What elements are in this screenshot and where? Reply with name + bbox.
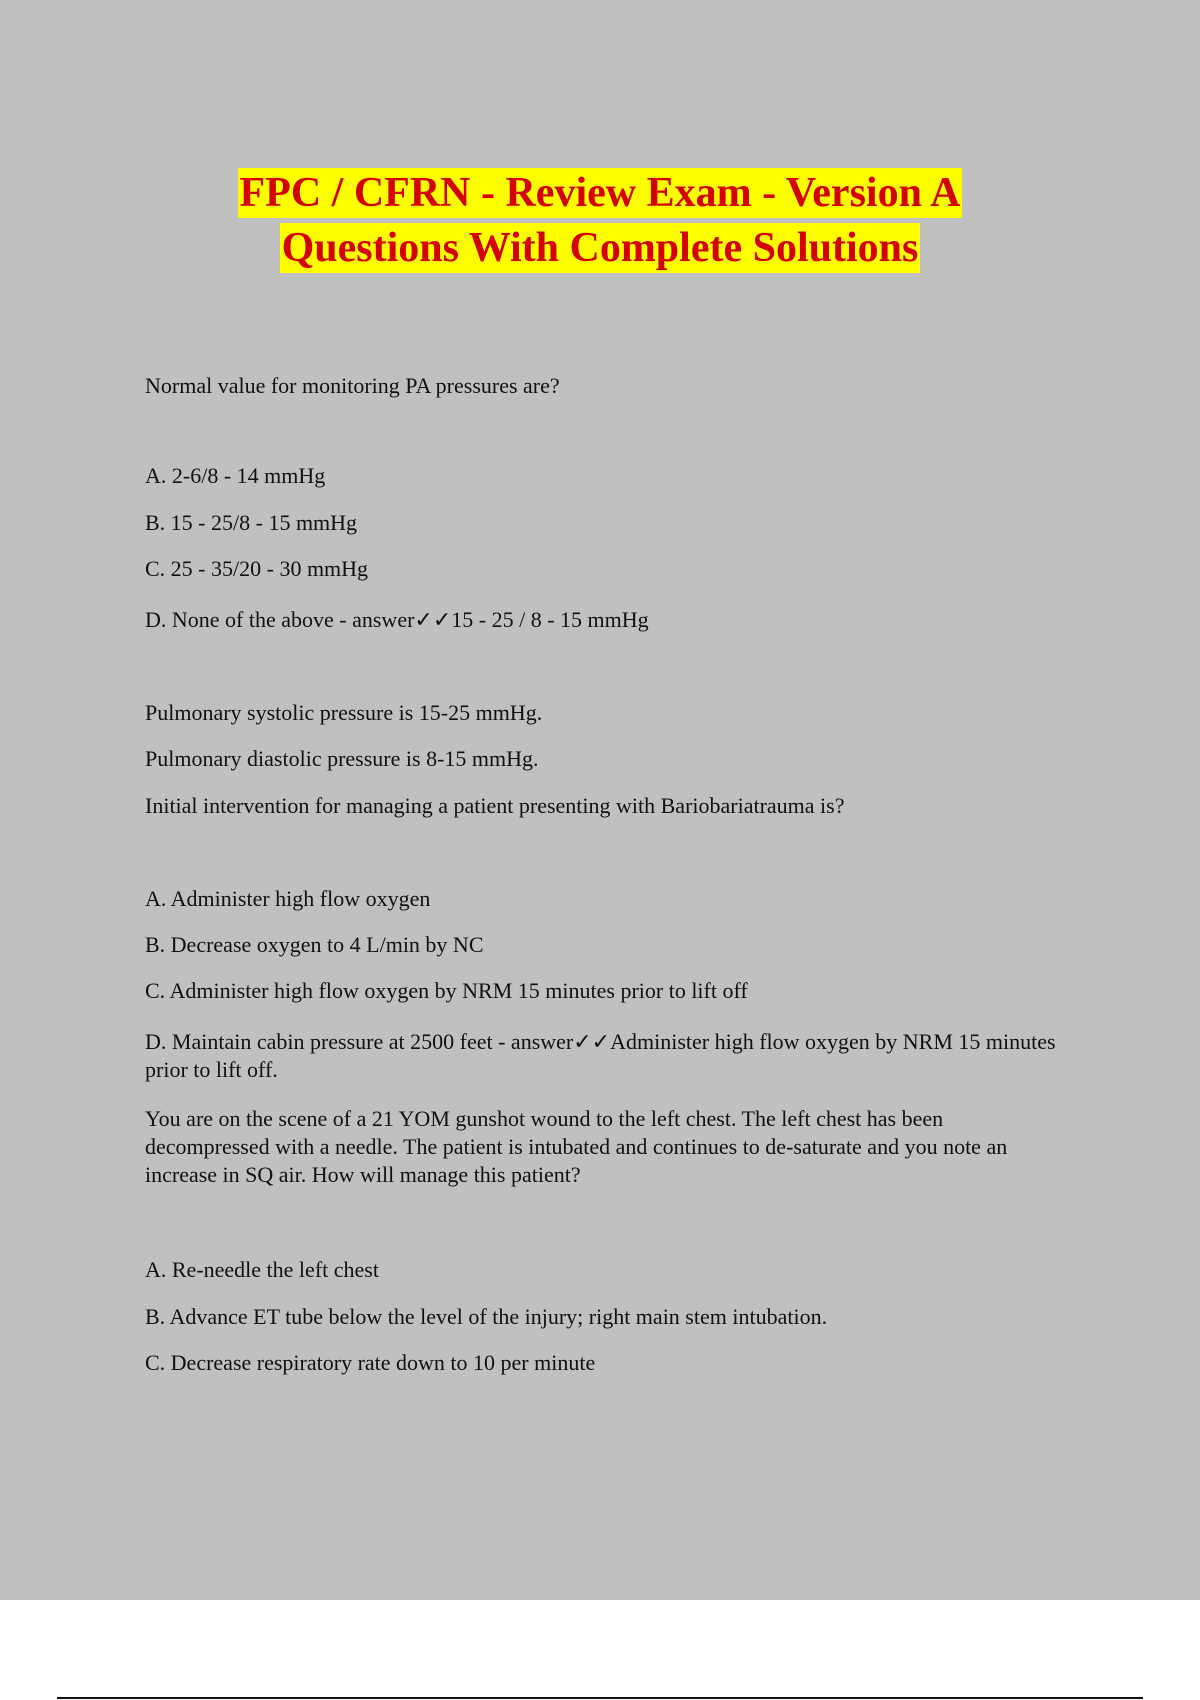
question-2-text: Initial intervention for managing a patient presenting with Bariobariatrauma is? [145, 793, 845, 818]
question-2-option-c: C. Administer high flow oxygen by NRM 15 minutes prior to lift off [145, 978, 748, 1003]
question-1-option-d-answer: D. None of the above - answer✓✓15 - 25 / 8 - 15 mmHg [145, 607, 649, 632]
question-2-option-a: A. Administer high flow oxygen [145, 886, 431, 911]
question-1-text: Normal value for monitoring PA pressures are? [145, 373, 560, 398]
question-2-option-d-answer: D. Maintain cabin pressure at 2500 feet - answer✓✓Administer high flow oxygen by NRM 15 minutes prior to lift off. [145, 1029, 1056, 1082]
rationale-line: Pulmonary diastolic pressure is 8-15 mmHg. [145, 746, 539, 771]
question-1-option-a: A. 2-6/8 - 14 mmHg [145, 463, 326, 488]
question-1-option-b: B. 15 - 25/8 - 15 mmHg [145, 510, 358, 535]
question-3-option-a: A. Re-needle the left chest [145, 1257, 379, 1282]
rationale-line: Pulmonary systolic pressure is 15-25 mmHg. [145, 700, 543, 725]
question-3-text: You are on the scene of a 21 YOM gunshot wound to the left chest. The left chest has been decompressed with a needle. The patient is intubated and continues to de-saturate and you note an increase in SQ air. How will manage this patient? [145, 1106, 1008, 1187]
question-2-option-b: B. Decrease oxygen to 4 L/min by NC [145, 932, 484, 957]
question-3-option-c: C. Decrease respiratory rate down to 10 per minute [145, 1350, 596, 1375]
question-3-option-b: B. Advance ET tube below the level of the injury; right main stem intubation. [145, 1304, 828, 1329]
question-1-option-c: C. 25 - 35/20 - 30 mmHg [145, 556, 369, 581]
title-line-2: Questions With Complete Solutions [281, 225, 919, 271]
document-title [0, 168, 1200, 278]
title-line-1: FPC / CFRN - Review Exam - Version A [239, 170, 961, 216]
footer-divider [57, 1697, 1143, 1699]
